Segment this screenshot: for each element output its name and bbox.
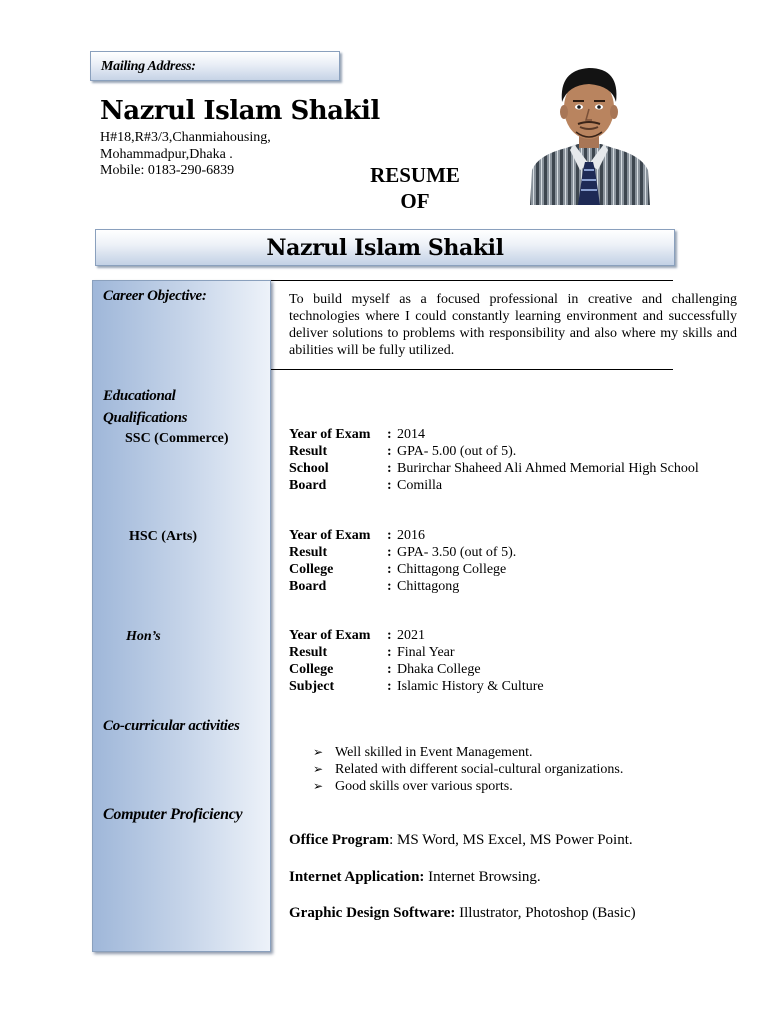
cocurricular-list	[313, 744, 623, 795]
field-colon: :	[387, 579, 392, 594]
label-ssc: SSC (Commerce)	[125, 431, 229, 446]
field-colon: :	[387, 628, 392, 643]
field-value: Dhaka College	[397, 662, 481, 677]
objective-top-rule	[271, 280, 673, 281]
section-education-line1: Educational	[103, 388, 176, 404]
field-label: Board	[289, 579, 327, 594]
section-education-line2: Qualifications	[103, 410, 188, 426]
field-colon: :	[387, 662, 392, 677]
sidebar-panel	[92, 280, 271, 952]
field-label: School	[289, 461, 329, 476]
graphic-design-line	[289, 905, 636, 922]
resume-heading	[360, 162, 470, 214]
list-item-text: Good skills over various sports.	[335, 779, 513, 794]
field-value: Comilla	[397, 478, 443, 493]
field-value: GPA- 3.50 (out of 5).	[397, 545, 517, 560]
field-colon: :	[387, 528, 392, 543]
list-item-text: Related with different social-cultural organizations.	[335, 762, 624, 777]
field-colon: :	[387, 461, 392, 476]
field-label: Subject	[289, 679, 335, 694]
arrow-bullet-icon: ➢	[313, 745, 324, 759]
hsc-result-row	[289, 544, 749, 561]
office-program-value: MS Word, MS Excel, MS Power Point.	[393, 832, 633, 848]
field-value: Chittagong	[397, 579, 460, 594]
field-label: Board	[289, 478, 327, 493]
field-label: Result	[289, 545, 328, 560]
section-cocurricular: Co-curricular activities	[103, 718, 240, 734]
mobile-number: Mobile: 0183-290-6839	[100, 163, 235, 178]
ssc-school-row	[289, 460, 749, 477]
field-colon: :	[387, 427, 392, 442]
field-label: Year of Exam	[289, 427, 371, 442]
list-item	[313, 778, 623, 795]
field-colon: :	[387, 679, 392, 694]
ssc-details	[289, 426, 749, 494]
hons-details	[289, 627, 749, 695]
label-hons: Hon’s	[126, 629, 161, 644]
arrow-bullet-icon: ➢	[313, 762, 324, 776]
field-colon: :	[387, 645, 392, 660]
mailing-address-label: Mailing Address:	[90, 51, 340, 81]
office-program-separator: :	[389, 832, 394, 848]
field-value: GPA- 5.00 (out of 5).	[397, 444, 517, 459]
graphic-design-value: Illustrator, Photoshop (Basic)	[455, 905, 636, 921]
applicant-name: Nazrul Islam Shakil	[100, 96, 380, 126]
hons-subject-row	[289, 678, 749, 695]
profile-photo	[528, 58, 651, 205]
section-computer-proficiency: Computer Proficiency	[103, 806, 243, 823]
field-colon: :	[387, 545, 392, 560]
field-colon: :	[387, 444, 392, 459]
field-label: Result	[289, 444, 328, 459]
internet-application-value: Internet Browsing.	[424, 869, 541, 885]
field-value: 2014	[397, 427, 425, 442]
field-label: Year of Exam	[289, 628, 371, 643]
field-colon: :	[387, 562, 392, 577]
ssc-result-row	[289, 443, 749, 460]
field-value: Chittagong College	[397, 562, 507, 577]
arrow-bullet-icon: ➢	[313, 779, 324, 793]
hsc-year-row	[289, 527, 749, 544]
office-program-line	[289, 832, 633, 849]
resume-heading-line1: RESUME	[370, 163, 460, 187]
section-career-objective: Career Objective:	[103, 288, 207, 304]
field-colon: :	[387, 478, 392, 493]
hons-year-row	[289, 627, 749, 644]
hsc-college-row	[289, 561, 749, 578]
hons-college-row	[289, 661, 749, 678]
field-value: 2021	[397, 628, 425, 643]
field-label: Year of Exam	[289, 528, 371, 543]
internet-application-label: Internet Application:	[289, 869, 425, 885]
office-program-label: Office Program	[289, 832, 390, 848]
list-item	[313, 744, 623, 761]
graphic-design-label: Graphic Design Software:	[289, 905, 456, 921]
field-label: Result	[289, 645, 328, 660]
field-label: College	[289, 562, 334, 577]
label-hsc: HSC (Arts)	[129, 529, 198, 544]
resume-heading-line2: OF	[400, 189, 430, 213]
hsc-details	[289, 527, 749, 595]
name-banner: Nazrul Islam Shakil	[95, 229, 675, 266]
ssc-board-row	[289, 477, 749, 494]
career-objective-text: To build myself as a focused professional in creative and challenging technologies where I could constantly learning environment and successfully deliver solutions to problems with responsibility and also where my skills and abilities will be fully utilized.	[289, 292, 737, 358]
field-value: 2016	[397, 528, 425, 543]
list-item-text: Well skilled in Event Management.	[335, 745, 533, 760]
hsc-board-row	[289, 578, 749, 595]
address-line-1: H#18,R#3/3,Chanmiahousing,	[100, 130, 271, 145]
field-label: College	[289, 662, 334, 677]
list-item	[313, 761, 623, 778]
hons-result-row	[289, 644, 749, 661]
objective-bottom-rule	[271, 369, 673, 370]
field-value: Burirchar Shaheed Ali Ahmed Memorial High School	[397, 461, 699, 476]
ssc-year-row	[289, 426, 749, 443]
field-value: Final Year	[397, 645, 455, 660]
internet-application-line	[289, 869, 541, 886]
address-line-2: Mohammadpur,Dhaka .	[100, 147, 233, 162]
profile-photo-illustration	[528, 58, 651, 205]
field-value: Islamic History & Culture	[397, 679, 544, 694]
